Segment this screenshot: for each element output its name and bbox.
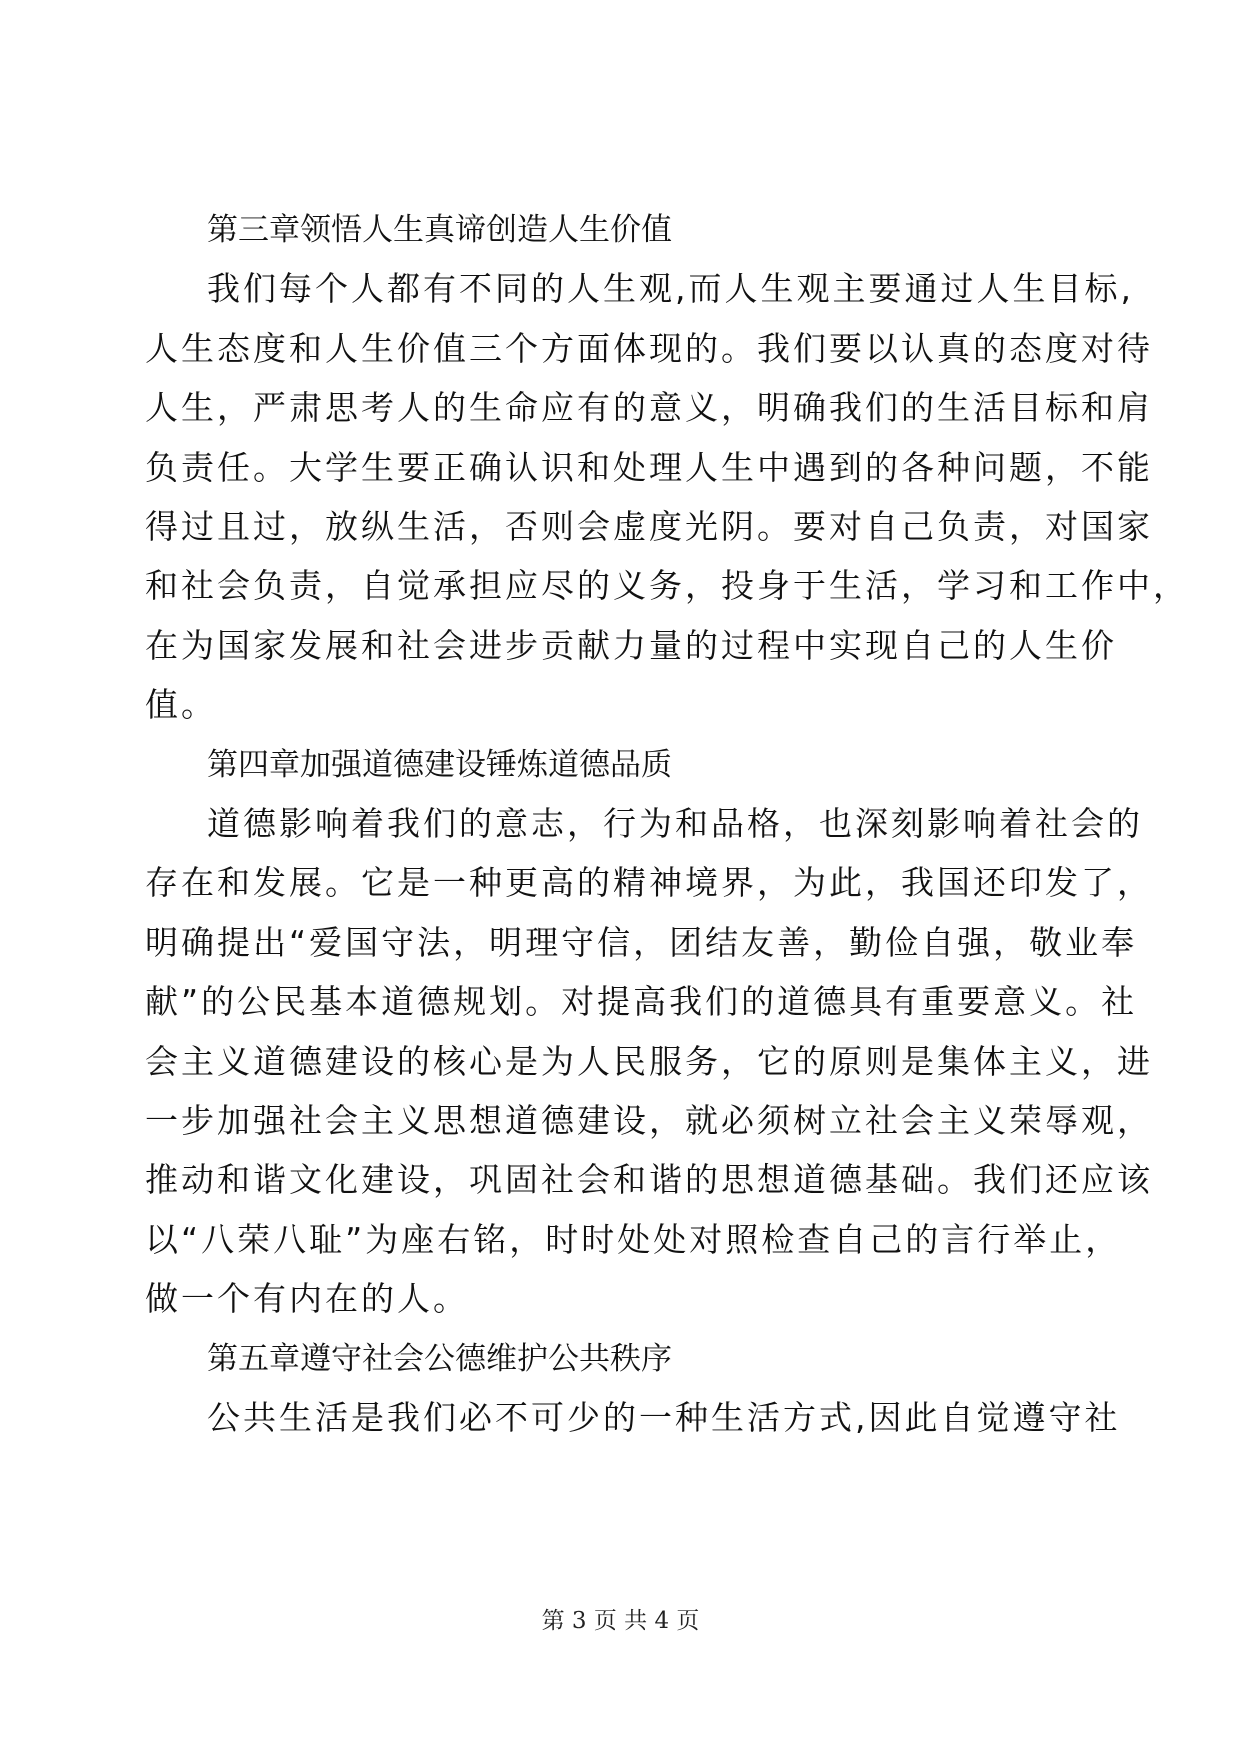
page-footer: 第 3 页 共 4 页 <box>541 1608 700 1634</box>
paragraph-line: 以“八荣八耻”为座右铭，时时处处对照检查自己的言行举止， <box>145 1220 1122 1259</box>
chapter-heading: 第三章领悟人生真谛创造人生价值 <box>207 212 672 248</box>
paragraph-line: 得过且过，放纵生活，否则会虚度光阴。要对自己负责，对国家 <box>145 507 1153 546</box>
paragraph-line: 公共生活是我们必不可少的一种生活方式,因此自觉遵守社 <box>207 1398 1121 1437</box>
paragraph-line: 值。 <box>145 685 217 724</box>
paragraph-line: 和社会负责，自觉承担应尽的义务，投身于生活，学习和工作中， <box>145 566 1189 605</box>
paragraph-line: 在为国家发展和社会进步贡献力量的过程中实现自己的人生价 <box>145 626 1117 665</box>
paragraph-line: 存在和发展。它是一种更高的精神境界，为此，我国还印发了， <box>145 863 1153 902</box>
paragraph-line: 推动和谐文化建设，巩固社会和谐的思想道德基础。我们还应该 <box>145 1160 1153 1199</box>
chapter-heading: 第五章遵守社会公德维护公共秩序 <box>207 1341 672 1377</box>
paragraph-line: 人生态度和人生价值三个方面体现的。我们要以认真的态度对待 <box>145 329 1153 368</box>
paragraph-line: 明确提出“爱国守法，明理守信，团结友善，勤俭自强，敬业奉 <box>145 923 1138 962</box>
paragraph-line: 人生，严肃思考人的生命应有的意义，明确我们的生活目标和肩 <box>145 388 1153 427</box>
paragraph-line: 做一个有内在的人。 <box>145 1279 469 1318</box>
paragraph-line: 负责任。大学生要正确认识和处理人生中遇到的各种问题，不能 <box>145 448 1153 487</box>
paragraph-line: 献”的公民基本道德规划。对提高我们的道德具有重要意义。社 <box>145 982 1138 1021</box>
paragraph-line: 会主义道德建设的核心是为人民服务，它的原则是集体主义，进 <box>145 1042 1153 1081</box>
paragraph-line: 我们每个人都有不同的人生观,而人生观主要通过人生目标, <box>207 269 1134 308</box>
paragraph-line: 一步加强社会主义思想道德建设，就必须树立社会主义荣辱观， <box>145 1101 1153 1140</box>
paragraph-line: 道德影响着我们的意志，行为和品格，也深刻影响着社会的 <box>207 804 1143 843</box>
chapter-heading: 第四章加强道德建设锤炼道德品质 <box>207 747 672 783</box>
